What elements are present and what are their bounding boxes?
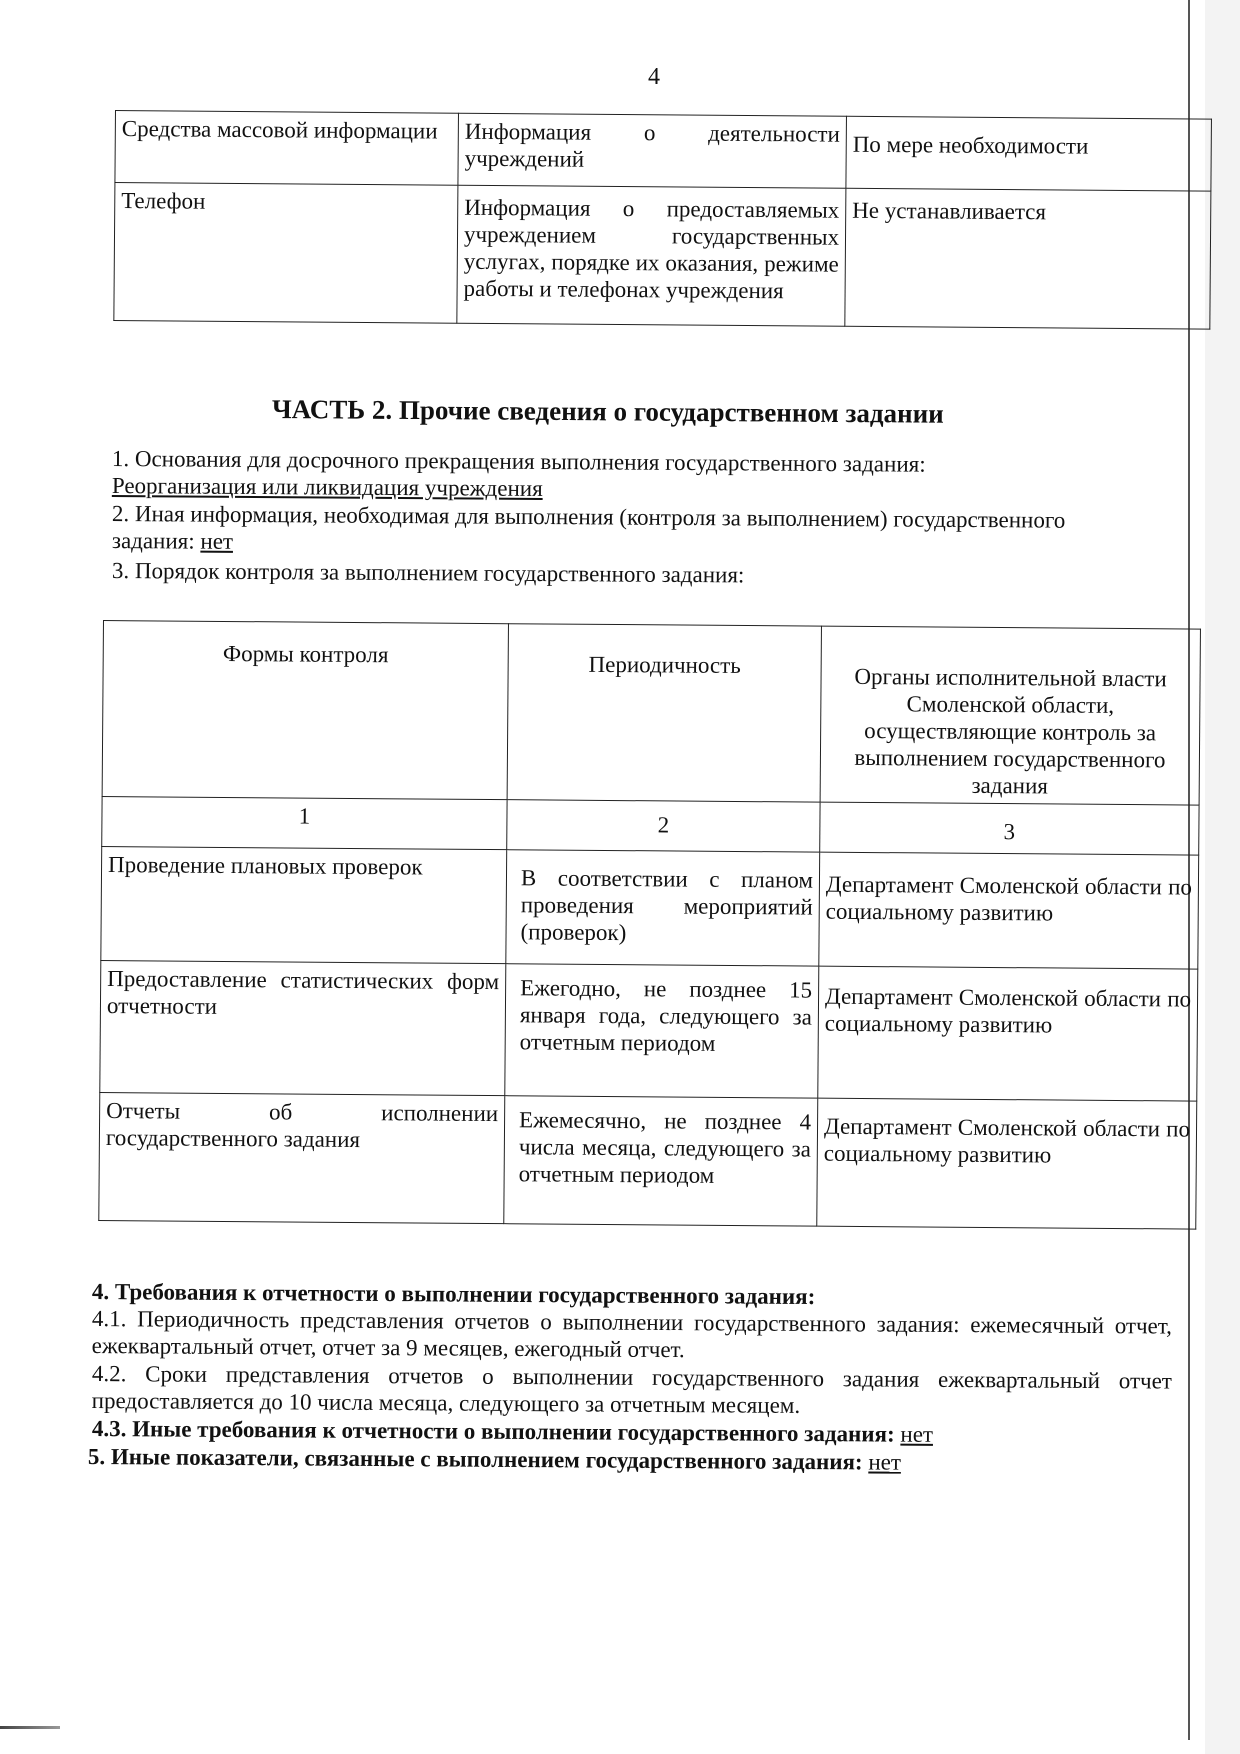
- item-3-label: 3. Порядок контроля за выполнением государственного задания:: [111, 558, 745, 588]
- table-cell: Информация о деятельности учреждений: [458, 113, 847, 188]
- item-2-line2: [112, 527, 233, 555]
- page-number: 4: [648, 64, 660, 90]
- table-row: [115, 111, 1212, 192]
- header-cell: Органы исполнительной власти Смоленской области, осуществляющие контроль за выполнением государственного задания: [820, 626, 1200, 805]
- table-cell: Департамент Смоленской области по социальному развитию: [817, 1098, 1197, 1229]
- header-cell: Формы контроля: [102, 621, 508, 800]
- table-cell: Не устанавливается: [845, 188, 1211, 329]
- col-number: 3: [820, 802, 1199, 855]
- section-4-3-label: 4.3. Иные требования к отчетности о выполнении государственного задания:: [91, 1416, 901, 1447]
- table-cell: Телефон: [114, 183, 458, 324]
- section-5-value: нет: [868, 1449, 902, 1475]
- scan-artifact: [0, 1726, 60, 1729]
- table-cell: Отчеты об исполнении государственного задания: [99, 1092, 505, 1223]
- table-row: [114, 183, 1211, 330]
- table-cell: Проведение плановых проверок: [101, 846, 507, 963]
- table-row: [101, 846, 1199, 969]
- table-cell: В соответствии с планом проведения мероприятий (проверок): [506, 850, 820, 966]
- col-number: 2: [507, 800, 820, 852]
- table-cell: Ежегодно, не позднее 15 января года, следующего за отчетным периодом: [505, 964, 819, 1098]
- table-cell: По мере необходимости: [846, 116, 1212, 191]
- control-table: [98, 620, 1201, 1230]
- table-cell: Информация о предоставляемых учреждением государственных услугах, порядке их оказания, режиме работы и телефонах учреждения: [457, 185, 846, 326]
- table-cell: Департамент Смоленской области по социальному развитию: [819, 852, 1199, 969]
- section-4-heading: 4. Требования к отчетности о выполнении государственного задания:: [91, 1279, 816, 1310]
- section-4-1: 4.1. Периодичность представления отчетов о выполнении государственного задания: ежемесячный отчет, ежеквартальный отчет, отчет за 9 месяцев, ежегодный отчет.: [91, 1306, 1172, 1363]
- table-number-row: [102, 796, 1199, 855]
- table-cell: Предоставление статистических форм отчетности: [100, 960, 506, 1095]
- table-cell: Департамент Смоленской области по социальному развитию: [818, 966, 1198, 1101]
- item-1-label: 1. Основания для досрочного прекращения выполнения государственного задания:: [111, 445, 926, 477]
- table-row: [99, 1092, 1197, 1229]
- table-row: [100, 960, 1198, 1101]
- section-5-label: 5. Иные показатели, связанные с выполнением государственного задания:: [87, 1444, 869, 1475]
- section-4-2: 4.2. Сроки представления отчетов о выполнении государственного задания ежеквартальный отчет предоставляется до 10 числа месяца, следующего за отчетным месяцем.: [91, 1361, 1172, 1418]
- item-2-label: 2. Иная информация, необходимая для выполнения (контроля за выполнением) государственного: [111, 500, 1066, 533]
- table-cell: Ежемесячно, не позднее 4 числа месяца, следующего за отчетным периодом: [504, 1096, 818, 1226]
- item-2-value: нет: [200, 528, 234, 554]
- informing-table: [113, 110, 1212, 330]
- col-number: 1: [102, 796, 507, 849]
- table-cell: Средства массовой информации: [115, 111, 459, 186]
- item-1-value: Реорганизация или ликвидация учреждения: [111, 472, 543, 502]
- part2-title: ЧАСТЬ 2. Прочие сведения о государственном задании: [271, 394, 944, 429]
- item-2-label-cont: задания:: [111, 528, 201, 554]
- table-header-row: [102, 621, 1200, 806]
- header-cell: Периодичность: [507, 624, 821, 802]
- section-4-3-value: нет: [900, 1421, 934, 1447]
